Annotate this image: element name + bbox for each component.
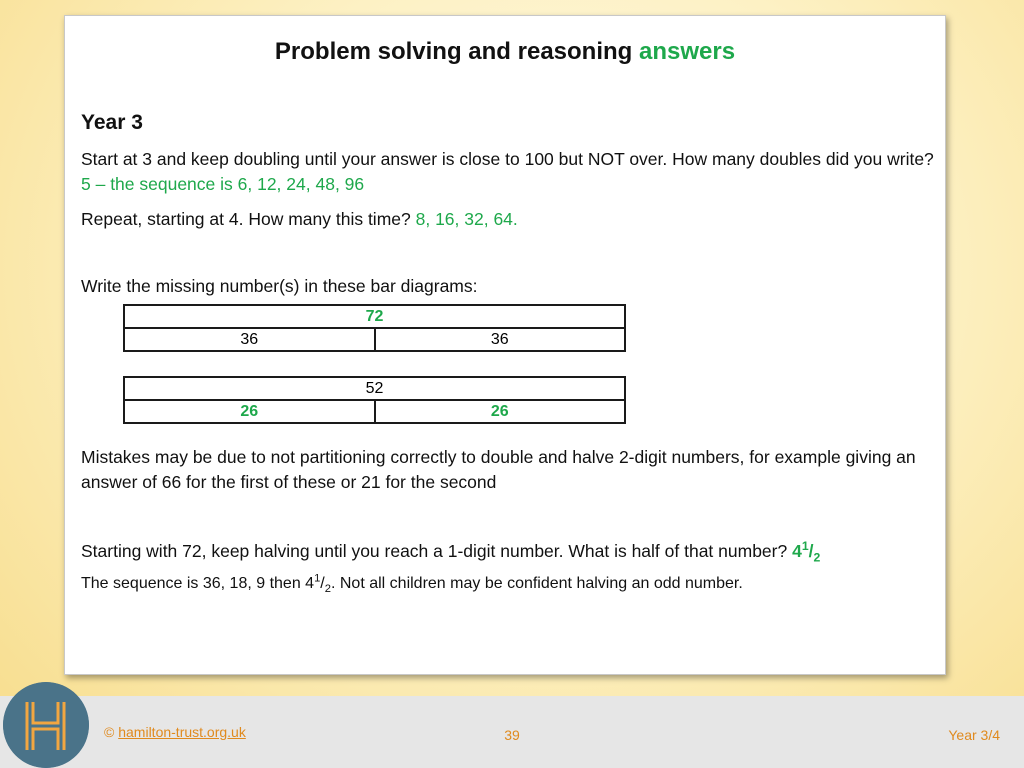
copyright-symbol: © (104, 724, 115, 740)
question-1 (81, 147, 943, 197)
question-4-text: Starting with 72, keep halving until you reach a 1-digit number. What is half of that number? (81, 541, 788, 561)
question-4-answer-denominator: 2 (813, 550, 821, 565)
bar-diagram-2-right: 26 (375, 400, 626, 423)
question-4-answer-numerator: 1 (801, 539, 809, 554)
page-title (65, 38, 945, 66)
question-1-answer: 5 – the sequence is 6, 12, 24, 48, 96 (81, 174, 365, 194)
question-3 (81, 274, 943, 299)
question-4-answer: $4^1/_2$ (792, 539, 821, 565)
bar-diagram-1-left: 36 (124, 328, 375, 351)
hamilton-logo (3, 682, 89, 768)
title-accent: answers (639, 38, 736, 65)
sequence-note: The sequence is 36, 18, 9 then $4^1/_2$. Not all children may be confident halving an odd number. (81, 572, 743, 596)
bar-diagram-2 (123, 376, 626, 424)
sequence-note-numerator: 1 (314, 572, 321, 585)
slide-card (64, 15, 946, 675)
mistakes-note: Mistakes may be due to not partitioning correctly to double and halve 2-digit numbers, for example giving an answer of 66 for the first of these or 21 for the second (81, 447, 916, 492)
question-3-text: Write the missing number(s) in these bar diagrams: (81, 276, 478, 296)
hamilton-trust-link[interactable]: hamilton-trust.org.uk (118, 724, 246, 740)
question-4-answer-whole: 4 (792, 541, 802, 561)
question-2-text: Repeat, starting at 4. How many this time? (81, 209, 411, 229)
bar-diagram-2-total: 52 (124, 377, 625, 400)
sequence-note-suffix: . Not all children may be confident halving an odd number. (330, 575, 743, 592)
sequence-note-prefix: The sequence is 36, 18, 9 then 4 (81, 575, 315, 592)
section-heading: Year 3 (81, 111, 143, 134)
bar-diagram-1 (123, 304, 626, 352)
hamilton-h-icon (3, 682, 89, 768)
bar-diagram-1-right: 36 (375, 328, 626, 351)
question-2-answer: 8, 16, 32, 64. (415, 209, 518, 229)
question-2 (81, 207, 943, 232)
sequence-note-denominator: 2 (324, 583, 331, 596)
bar-diagram-2-left: 26 (124, 400, 375, 423)
question-4 (81, 539, 943, 564)
question-1-text: Start at 3 and keep doubling until your answer is close to 100 but NOT over. How many doubles did you write? (81, 149, 934, 169)
year-label: Year 3/4 (948, 727, 1000, 743)
bar-diagram-1-total: 72 (124, 305, 625, 328)
page-number: 39 (504, 727, 520, 743)
title-main: Problem solving and reasoning (274, 38, 633, 65)
